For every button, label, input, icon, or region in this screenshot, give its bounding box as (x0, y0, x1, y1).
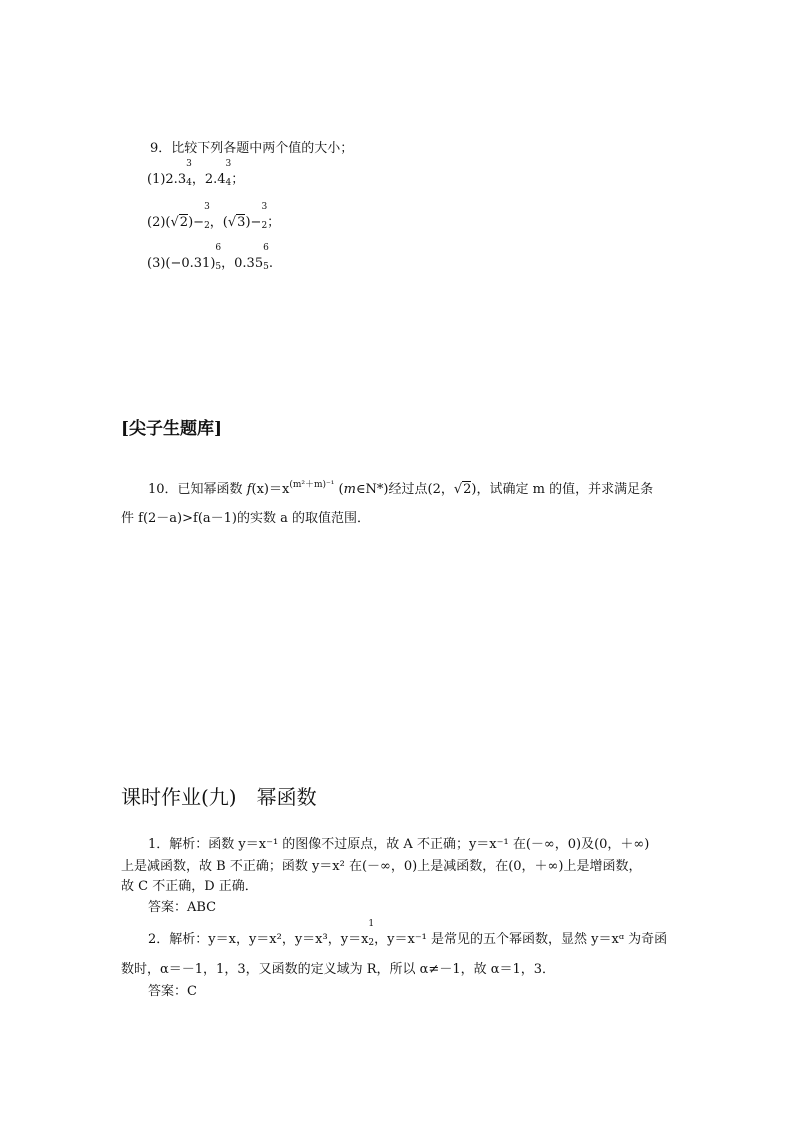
q9-item2-mid: ) (188, 215, 194, 230)
q9-item1-tail: ； (231, 172, 245, 187)
q10-b: (x)＝x (251, 482, 290, 497)
q9-item-3 (147, 243, 273, 272)
q9-stem: 9．比较下列各题中两个值的大小； (150, 141, 354, 156)
a1-line-3: 故 C 不正确，D 正确． (121, 879, 258, 894)
sqrt-2: √2 (170, 215, 189, 230)
q9-item3-lead: (3)(−0.31) (147, 256, 216, 271)
q9-item3-tail: . (268, 256, 273, 271)
a2-b: ，y＝x⁻¹ 是常见的五个幂函数，显然 y＝xᵅ 为奇函 (374, 932, 668, 947)
q9-item2-minus1: − (193, 215, 205, 230)
q10-d: ∈N*)经过点(2， (355, 482, 454, 497)
q9-item1-lead: (1)2.3 (147, 172, 187, 187)
q10-f: f (246, 482, 252, 497)
q9-item1-exp1: 3 4 (186, 159, 192, 188)
q9-item2-sep: ，( (209, 215, 228, 230)
q9-item1-sep: ，2.4 (191, 172, 226, 187)
a2-a: 2．解析：y＝x，y＝x²，y＝x³，y＝x (148, 932, 369, 947)
sqrt-2-point: √2 (453, 482, 472, 497)
q10-a: 10．已知幂函数 (148, 482, 247, 497)
a2-line-1 (148, 919, 668, 948)
q9-item2-mid2: ) (245, 215, 251, 230)
q9-item2-lead: (2)( (147, 215, 171, 230)
q9-item3-exp1: 6 5 (215, 243, 222, 272)
a1-line-1: 1．解析：函数 y＝x⁻¹ 的图像不过原点，故 A 不正确；y＝x⁻¹ 在(－∞，0)及(0，＋∞) (148, 837, 650, 852)
q9-item3-exp2: 6 5 (263, 243, 269, 272)
q10-m: m (343, 482, 356, 497)
q10-line-2: 件 f(2－a)>f(a－1)的实数 a 的取值范围． (121, 511, 370, 526)
sqrt-3: √3 (227, 215, 246, 230)
q10-e: )，试确定 m 的值，并求满足条 (471, 482, 654, 497)
q9-item2-exp1: 3 2 (204, 202, 210, 231)
a2-answer: 答案：C (148, 984, 197, 999)
a2-half-exp: 1 2 (368, 919, 375, 948)
q10-line-1 (148, 480, 654, 497)
a2-line-2: 数时，α＝－1，1，3，又函数的定义域为 R，所以 α≠－1，故 α＝1，3． (121, 962, 556, 977)
q9-item2-minus2: − (250, 215, 262, 230)
q9-item1-exp2: 3 4 (225, 159, 232, 188)
a1-answer: 答案：ABC (148, 900, 217, 915)
q10-exp: (m²＋m)⁻¹ (289, 480, 335, 490)
q9-item-2 (147, 202, 281, 231)
q9-item-1 (147, 159, 245, 188)
q9-item2-tail: ； (267, 215, 281, 230)
a1-line-2: 上是减函数，故 B 不正确；函数 y＝x² 在(－∞，0)上是减函数，在(0，＋∞)上是增函数， (121, 859, 642, 874)
section-title: [尖子生题库] (121, 419, 223, 439)
q10-c: ( (334, 482, 344, 497)
page-title: 课时作业(九) 幂函数 (121, 785, 317, 809)
q9-item3-sep: ，0.35 (221, 256, 264, 271)
q9-item2-exp2: 3 2 (261, 202, 268, 231)
